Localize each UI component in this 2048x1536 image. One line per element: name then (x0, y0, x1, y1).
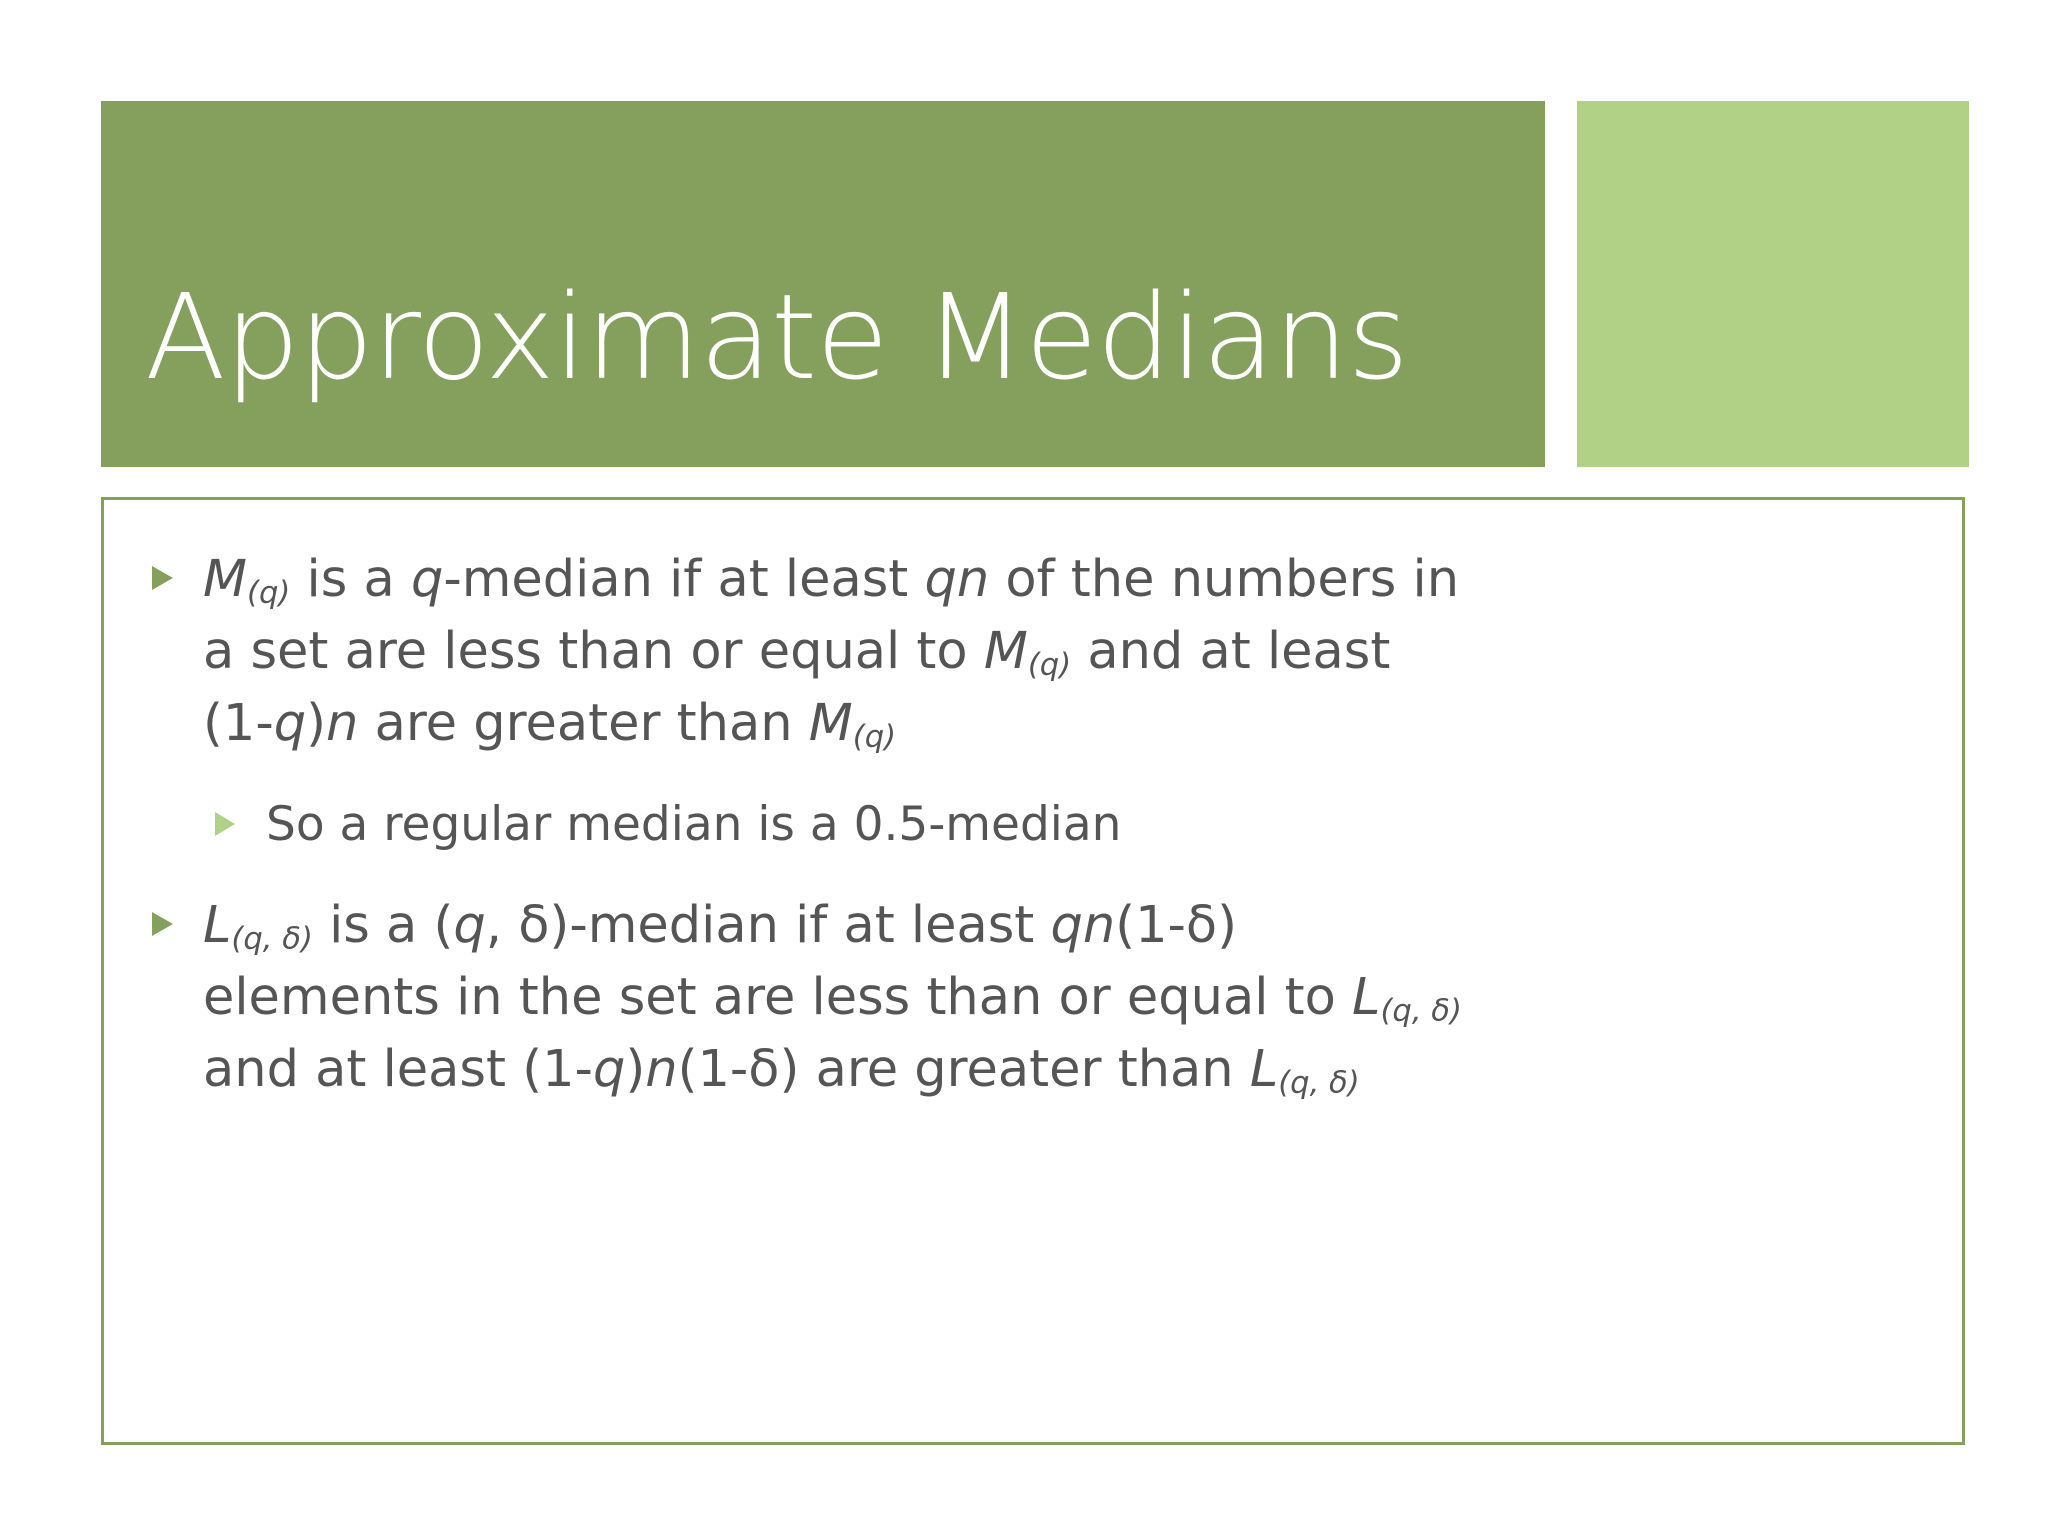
subscript-text: (q, δ) (231, 921, 313, 957)
triangle-bullet-icon (152, 912, 173, 936)
text-segment: qn (924, 550, 990, 609)
bullet-line (203, 1034, 1462, 1106)
bullet-line (203, 616, 1459, 688)
bullet-line (203, 688, 1459, 760)
triangle-bullet-icon (215, 812, 235, 836)
text-segment: a set are less than or equal to (203, 622, 984, 681)
bullet-line (203, 890, 1462, 962)
text-segment: M (203, 550, 248, 609)
text-segment: L (1249, 1040, 1279, 1099)
text-segment: ) (625, 1040, 646, 1099)
text-segment: M (983, 622, 1028, 681)
text-segment: M (808, 694, 853, 753)
subscript-text: (q) (1027, 647, 1072, 683)
text-segment: n (326, 694, 359, 753)
subscript-text: (q) (852, 719, 897, 755)
bullet-regular-median (266, 792, 1121, 858)
text-segment: (1-δ) are greater than (677, 1040, 1250, 1099)
triangle-bullet-icon (152, 566, 173, 590)
text-segment: L (1352, 968, 1381, 1027)
text-segment: n (645, 1040, 678, 1099)
subscript-text: (q) (247, 575, 291, 611)
text-segment: qn (1050, 896, 1116, 955)
text-segment: and at least (1071, 622, 1391, 681)
subscript-text: (q, δ) (1278, 1065, 1360, 1101)
text-segment: , δ)-median if at least (485, 896, 1051, 955)
bullet-line (203, 962, 1462, 1034)
text-segment: q (453, 896, 486, 955)
subscript-text: (q, δ) (1380, 993, 1462, 1029)
text-segment: q (592, 1040, 626, 1099)
slide-title: Approximate Medians (145, 268, 1408, 406)
text-segment: is a ( (312, 896, 454, 955)
text-segment: elements in the set are less than or equal to (203, 968, 1353, 1027)
text-segment: So a regular median is a 0.5-median (266, 797, 1122, 852)
text-segment: q (410, 550, 444, 609)
text-segment: -median if at least (443, 550, 925, 609)
text-segment: ) (306, 694, 327, 753)
text-segment: L (203, 896, 232, 955)
bullet-line (203, 544, 1459, 616)
text-segment: is a (290, 550, 411, 609)
text-segment: are greater than (358, 694, 809, 753)
text-segment: and at least (1- (203, 1040, 593, 1099)
text-segment: (1-δ) (1115, 896, 1238, 955)
text-segment: of the numbers in (989, 550, 1460, 609)
bullet-q-delta-median-definition (203, 890, 1462, 1106)
bullet-line (266, 792, 1121, 858)
accent-box (1577, 101, 1969, 467)
bullet-q-median-definition (203, 544, 1459, 760)
text-segment: q (273, 694, 307, 753)
text-segment: (1- (203, 694, 274, 753)
